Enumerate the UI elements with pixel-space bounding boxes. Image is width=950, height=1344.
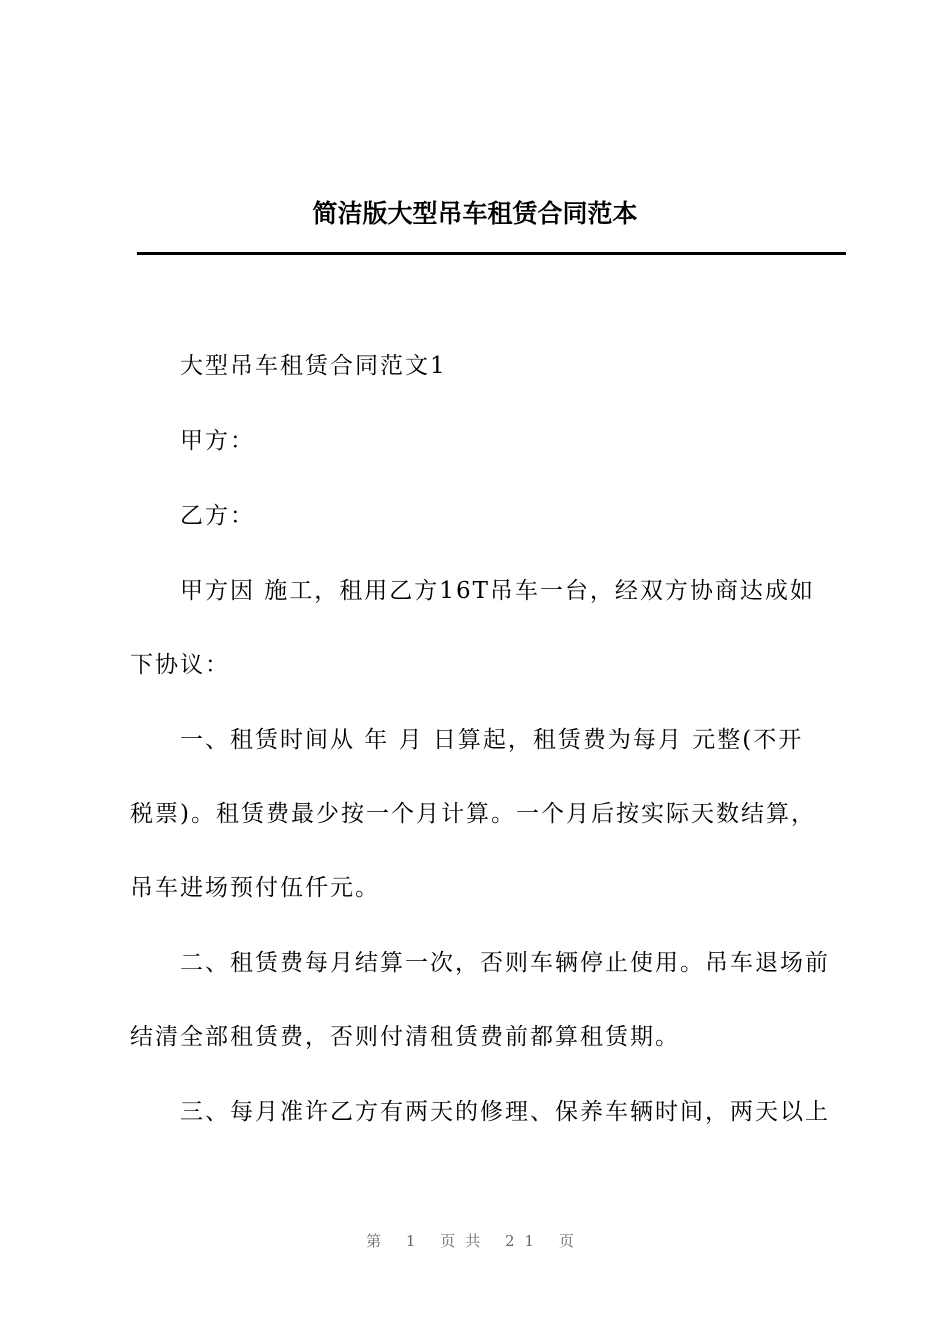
page-number-footer: 第 1 页共 21 页 (366, 1232, 584, 1250)
clause-2-line-1: 二、租赁费每月结算一次，否则车辆停止使用。吊车退场前 (180, 950, 830, 976)
party-b-line: 乙方： (180, 503, 255, 529)
title-divider (137, 252, 846, 255)
clause-1-line-3: 吊车进场预付伍仟元。 (130, 875, 380, 901)
clause-1-line-2: 税票)。租赁费最少按一个月计算。一个月后按实际天数结算， (130, 801, 816, 827)
document-title: 简洁版大型吊车租赁合同范本 (312, 199, 638, 228)
intro-paragraph-line-1: 甲方因 施工，租用乙方16T吊车一台，经双方协商达成如 (180, 578, 815, 604)
document-body (130, 348, 846, 1130)
intro-paragraph-line-2: 下协议： (130, 652, 230, 678)
clause-3-line-1: 三、每月准许乙方有两天的修理、保养车辆时间，两天以上 (180, 1099, 830, 1125)
section-heading: 大型吊车租赁合同范文1 (180, 353, 447, 379)
clause-1-line-1: 一、租赁时间从 年 月 日算起，租赁费为每月 元整(不开 (180, 727, 804, 753)
clause-2-line-2: 结清全部租赁费，否则付清租赁费前都算租赁期。 (130, 1024, 680, 1050)
party-a-line: 甲方： (180, 428, 255, 454)
